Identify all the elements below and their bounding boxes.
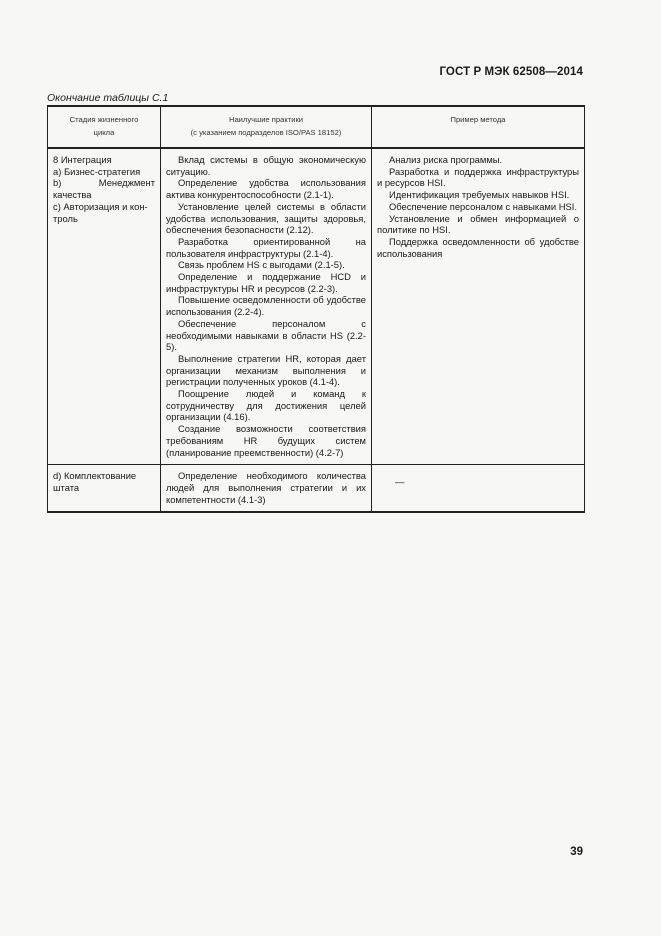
practice-item: Создание возможности соответствия требованиям HR будущих систем (планирование преемственности) (4.2-7) <box>166 423 366 458</box>
method-item: Установление и обмен информацией о политике по HSI. <box>377 212 579 236</box>
practice-item: Повышение осведомленности об удобстве использования (2.2-4). <box>166 294 366 318</box>
column-header-practices <box>161 106 372 148</box>
practices-cell <box>161 148 372 465</box>
practice-item: Установление целей системы в области удобства использования, защиты здоровья, обеспечения безопасности (2.12). <box>166 200 366 236</box>
method-item: Поддержка осведомленности об удобстве использования <box>377 235 579 259</box>
column-header-method-line1: Пример метода <box>450 115 506 124</box>
table-row <box>48 148 585 465</box>
method-item: Обеспечение персоналом с навыками HSI. <box>389 200 577 212</box>
method-item: Идентификация требуемых навыков HSI. <box>389 189 570 201</box>
practice-item: Связь проблем HS с выгодами (2.1-5). <box>178 259 345 271</box>
empty-dash: — <box>395 476 405 488</box>
stage-cell <box>48 148 161 465</box>
practices-cell <box>161 465 372 513</box>
method-cell <box>372 465 585 513</box>
practice-item: Определение необходимого количества людей для выполнения стратегии и их компетентности (4.1-3) <box>166 470 366 505</box>
column-header-method <box>372 106 585 148</box>
table-row <box>48 465 585 513</box>
table-caption: Окончание таблицы С.1 <box>47 92 169 104</box>
practice-item: Выполнение стратегии HR, которая дает организации механизм выполнения и регистрации полученных уроков (4.1-4). <box>166 352 366 388</box>
column-header-practices-line1: Наилучшие практики <box>228 115 304 124</box>
stage-cell <box>48 465 161 513</box>
table-header-row <box>48 106 585 148</box>
practice-item: Обеспечение персоналом с необходимыми навыками в области HS (2.2-5). <box>166 317 366 353</box>
column-header-practices-line2: (с указанием подразделов ISO/PAS 18152) <box>190 128 342 137</box>
practice-item: Поощрение людей и команд к сотрудничеству для достижения целей организации (4.16). <box>166 388 366 423</box>
column-header-stage-line2: цикла <box>93 128 115 137</box>
method-item: Анализ риска программы. <box>389 154 503 165</box>
practice-item: Определение удобства использования актива конкурентоспособности (2.1-1). <box>166 177 366 201</box>
page-number: 39 <box>570 846 583 858</box>
column-header-stage-line1: Стадия жизненного <box>69 115 139 124</box>
stage-line: качества <box>53 189 92 201</box>
practices-table <box>47 105 585 513</box>
method-cell <box>372 148 585 465</box>
stage-line: штата <box>53 481 80 493</box>
stage-line: c) Авторизация и кон- <box>53 200 148 212</box>
document-standard-header: ГОСТ Р МЭК 62508—2014 <box>439 66 583 78</box>
stage-line: b) Менеджмент <box>53 177 155 189</box>
stage-line: троль <box>53 212 78 224</box>
practice-item: Определение и поддержание HCD и инфраструктуры HR и ресурсов (2.2-3). <box>166 271 366 294</box>
stage-line: 8 Интеграция <box>53 154 112 165</box>
stage-line: d) Комплектование <box>53 470 137 482</box>
stage-line: a) Бизнес-стратегия <box>53 165 141 177</box>
column-header-stage <box>48 106 161 148</box>
practice-item: Разработка ориентированной на пользователя инфраструктуры (2.1-4). <box>166 235 366 259</box>
practice-item: Вклад системы в общую экономическую ситуацию. <box>166 154 366 177</box>
method-item: Разработка и поддержка инфраструктуры и ресурсов HSI. <box>377 165 579 189</box>
